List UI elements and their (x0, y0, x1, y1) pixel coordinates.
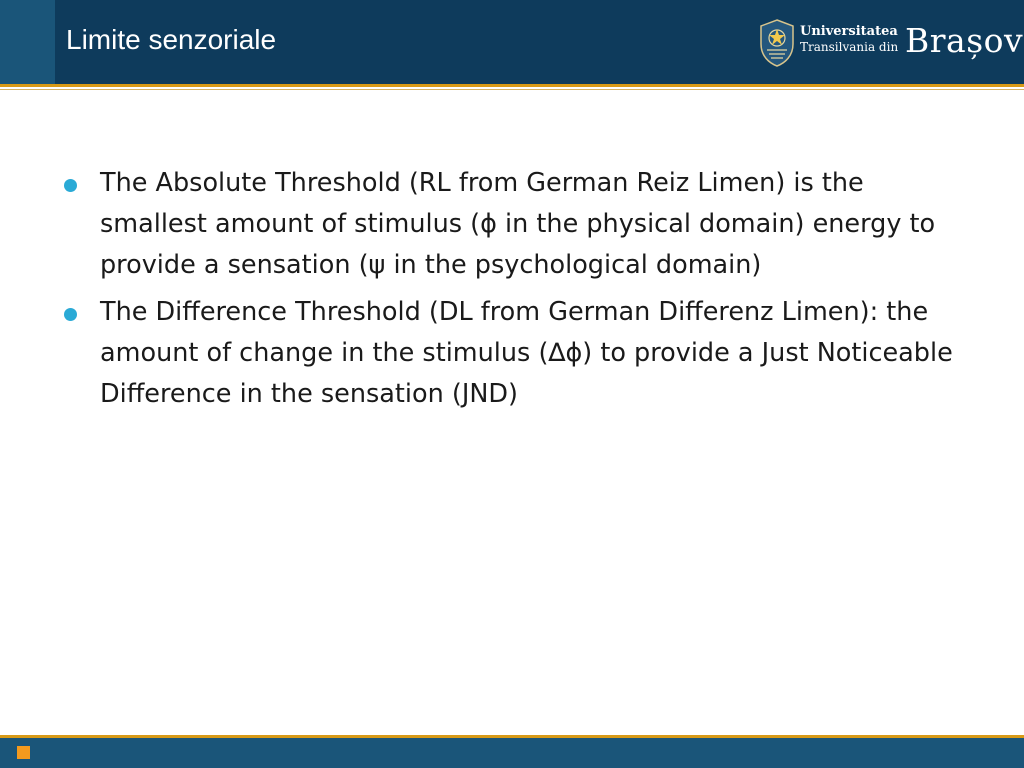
bullet-difference-threshold (60, 292, 960, 415)
slide-bullet-list (60, 163, 960, 421)
slide-header (0, 0, 1024, 84)
bullet-dot-icon (64, 308, 77, 321)
logo-city-name: Brașov (905, 21, 1024, 60)
university-logo (756, 16, 1022, 70)
university-seal-icon (758, 18, 796, 68)
slide-footer (0, 738, 1024, 768)
logo-transilvania-line: Transilvania din (800, 40, 899, 54)
logo-university-line: Universitatea (800, 24, 898, 39)
header-left-stripe (0, 0, 55, 84)
bullet-text: The Difference Threshold (DL from German Differenz Limen): the amount of change in the stimulus (∆ϕ) to provide a Just Noticeable Difference in the sensation (JND) (100, 297, 953, 409)
slide-title: Limite senzoriale (66, 24, 277, 55)
header-thin-rule (0, 89, 1024, 90)
bullet-dot-icon (64, 179, 77, 192)
bullet-absolute-threshold (60, 163, 960, 286)
bullet-text: The Absolute Threshold (RL from German Reiz Limen) is the smallest amount of stimulus (ϕ in the physical domain) energy to provide a sensation (ψ in the psychological domain) (100, 168, 936, 280)
footer-square-icon (17, 746, 30, 759)
header-gold-rule (0, 84, 1024, 87)
